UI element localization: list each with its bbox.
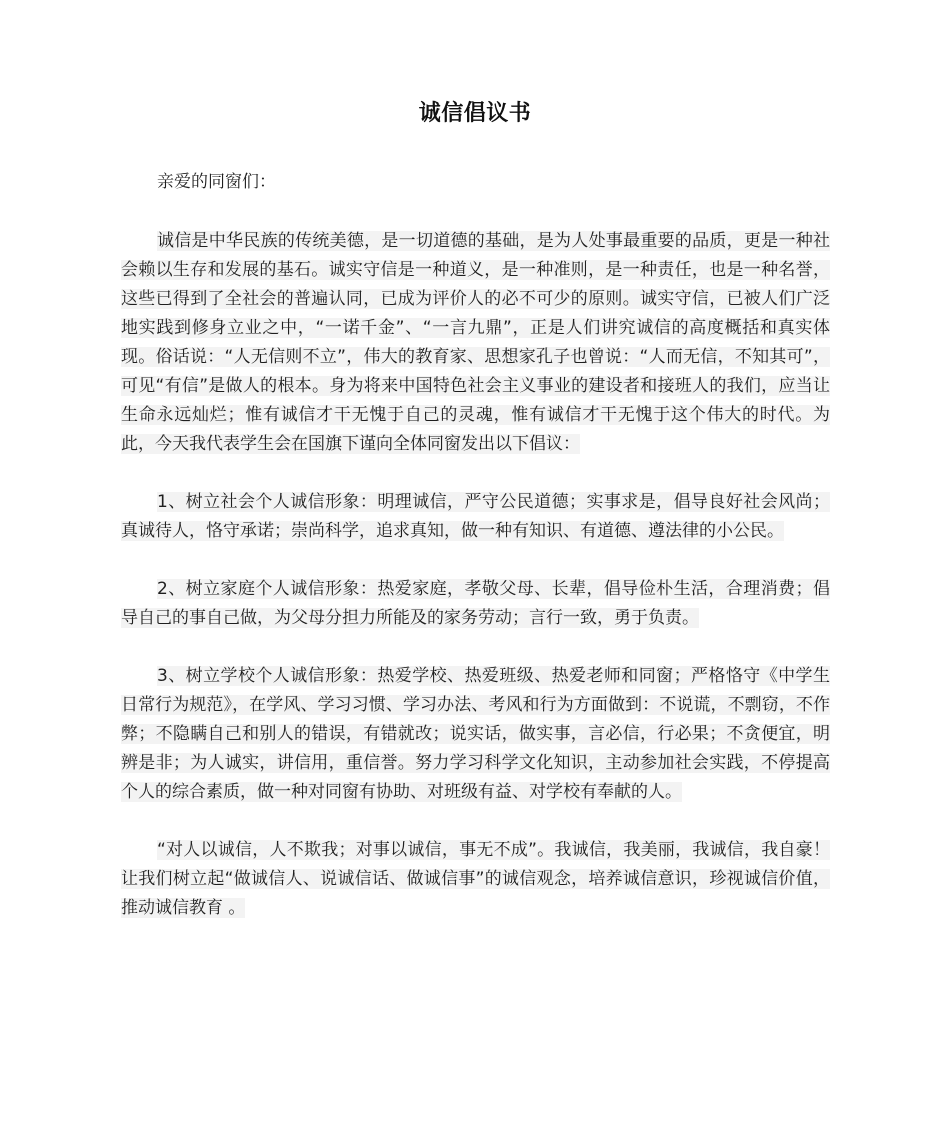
paragraph-proposal-3-text: 3、树立学校个人诚信形象：热爱学校、热爱班级、热爱老师和同窗；严格恪守《中学生日常行为规范》，在学风、学习习惯、学习办法、考风和行为方面做到：不说谎，不剽窃，不作弊；不隐瞒自己和别人的错误，有错就改；说实话，做实事，言必信，行必果；不贪便宜，明辨是非；为人诚实，讲信用，重信誉。努力学习科学文化知识，主动参加社会实践，不停提高个人的综合素质，做一种对同窗有协助、对班级有益、对学校有奉献的人。 bbox=[121, 666, 830, 802]
paragraph-proposal-1 bbox=[121, 488, 830, 546]
paragraph-proposal-3 bbox=[121, 662, 830, 807]
paragraph-proposal-2 bbox=[121, 575, 830, 633]
salutation: 亲爱的同窗们： bbox=[157, 172, 276, 192]
paragraph-proposal-1-text: 1、树立社会个人诚信形象：明理诚信，严守公民道德；实事求是，倡导良好社会风尚；真诚待人，恪守承诺；崇尚科学，追求真知，做一种有知识、有道德、遵法律的小公民。 bbox=[121, 492, 830, 541]
document-title: 诚信倡议书 bbox=[418, 101, 532, 126]
document-body bbox=[121, 168, 830, 952]
paragraph-intro-text: 诚信是中华民族的传统美德，是一切道德的基础，是为人处事最重要的品质，更是一种社会赖以生存和发展的基石。诚实守信是一种道义，是一种准则，是一种责任，也是一种名誉，这些已得到了全社会的普遍认同，已成为评价人的必不可少的原则。诚实守信，已被人们广泛地实践到修身立业之中，“一诺千金”、“一言九鼎”，正是人们讲究诚信的高度概括和真实体现。俗话说：“人无信则不立”，伟大的教育家、思想家孔子也曾说：“人而无信，不知其可”，可见“有信”是做人的根本。身为将来中国特色社会主义事业的建设者和接班人的我们，应当让生命永远灿烂；惟有诚信才干无愧于自己的灵魂，惟有诚信才干无愧于这个伟大的时代。为此，今天我代表学生会在国旗下谨向全体同窗发出以下倡议： bbox=[121, 231, 830, 454]
paragraph-closing-text: “对人以诚信，人不欺我；对事以诚信，事无不成”。我诚信，我美丽，我诚信，我自豪！让我们树立起“做诚信人、说诚信话、做诚信事”的诚信观念，培养诚信意识，珍视诚信价值，推动诚信教育 。 bbox=[121, 840, 830, 918]
paragraph-intro bbox=[121, 227, 830, 459]
paragraph-closing bbox=[121, 836, 830, 923]
paragraph-proposal-2-text: 2、树立家庭个人诚信形象：热爱家庭，孝敬父母、长辈，倡导俭朴生活，合理消费；倡导自己的事自己做，为父母分担力所能及的家务劳动；言行一致，勇于负责。 bbox=[121, 579, 830, 628]
